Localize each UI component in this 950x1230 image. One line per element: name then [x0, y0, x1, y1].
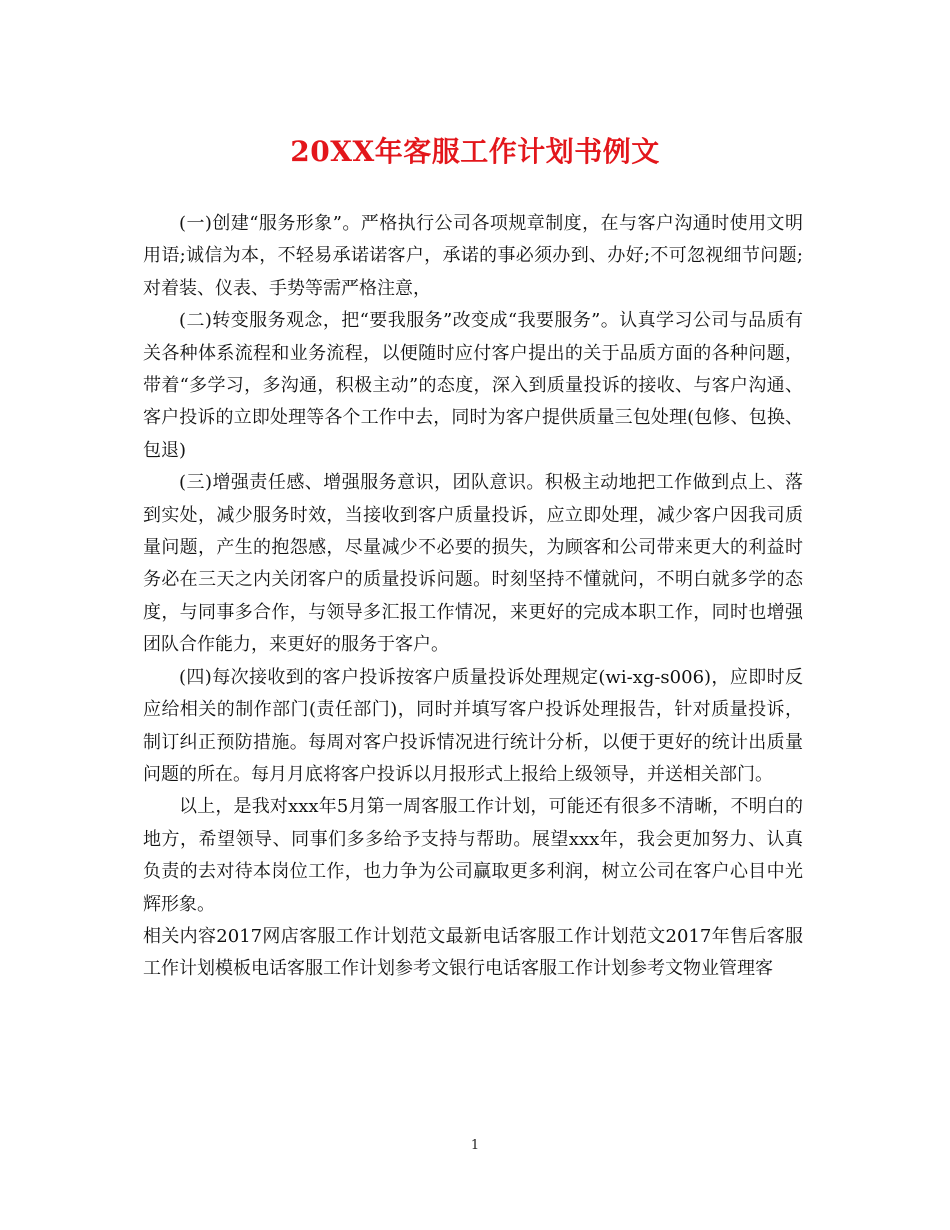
paragraph-5: 以上，是我对xxx年5月第一周客服工作计划，可能还有很多不清晰，不明白的地方，希望领导、同事们多多给予支持与帮助。展望xxx年，我会更加努力、认真负责的去对待本岗位工作，也力争为公司赢取更多利润，树立公司在客户心目中光辉形象。: [143, 796, 803, 915]
paragraph-3: (三)增强责任感、增强服务意识，团队意识。积极主动地把工作做到点上、落到实处，减少服务时效，当接收到客户质量投诉，应立即处理，减少客户因我司质量问题，产生的抱怨感，尽量减少不必要的损失，为顾客和公司带来更大的利益时务必在三天之内关闭客户的质量投诉问题。时刻坚持不懂就问，不明白就多学的态度，与同事多合作，与领导多汇报工作情况，来更好的完成本职工作，同时也增强团队合作能力，来更好的服务于客户。: [143, 472, 803, 656]
paragraph-4: (四)每次接收到的客户投诉按客户质量投诉处理规定(wi-xg-s006)，应即时反应给相关的制作部门(责任部门)，同时并填写客户投诉处理报告，针对质量投诉，制订纠正预防措施。每周对客户投诉情况进行统计分析，以便于更好的统计出质量问题的所在。每月月底将客户投诉以月报形式上报给上级领导，并送相关部门。: [143, 666, 803, 785]
related-content: 相关内容2017网店客服工作计划范文最新电话客服工作计划范文2017年售后客服工作计划模板电话客服工作计划参考文银行电话客服工作计划参考文物业管理客: [143, 925, 803, 980]
page-number: 1: [470, 1138, 480, 1153]
paragraph-1: (一)创建“服务形象”。严格执行公司各项规章制度，在与客户沟通时使用文明用语;诚信为本，不轻易承诺诺客户，承诺的事必须办到、办好;不可忽视细节问题;对着装、仪表、手势等需严格注意，: [143, 213, 803, 299]
document-title: 20XX年客服工作计划书例文: [290, 135, 660, 168]
document-body: [143, 208, 803, 986]
paragraph-2: (二)转变服务观念，把“要我服务”改变成“我要服务”。认真学习公司与品质有关各种体系流程和业务流程，以便随时应付客户提出的关于品质方面的各种问题，带着“多学习，多沟通，积极主动”的态度，深入到质量投诉的接收、与客户沟通、客户投诉的立即处理等各个工作中去，同时为客户提供质量三包处理(包修、包换、包退): [143, 310, 803, 461]
